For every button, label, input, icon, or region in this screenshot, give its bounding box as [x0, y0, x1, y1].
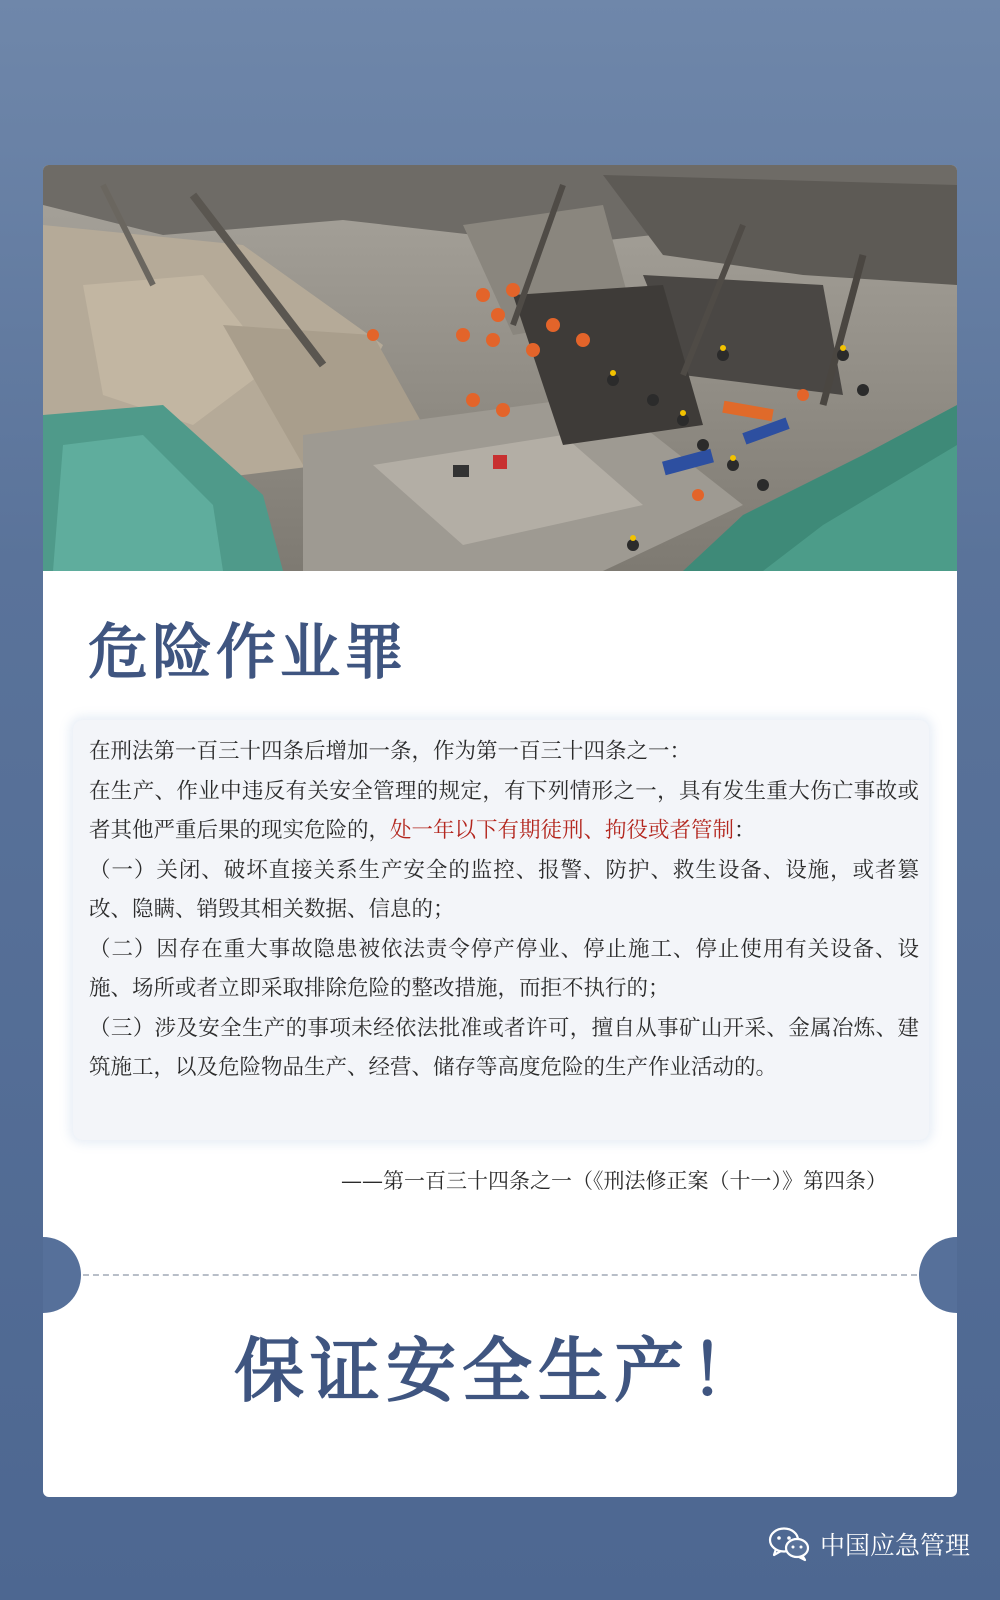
law-source-citation: ——第一百三十四条之一（《刑法修正案（十一）》第四条）	[341, 1169, 887, 1193]
law-text	[89, 732, 919, 1088]
law-intro: 在刑法第一百三十四条后增加一条，作为第一百三十四条之一：	[89, 739, 692, 764]
law-main-before: 在生产、作业中违反有关安全管理的规定，有下列情形之一，具有发生重大伤亡事故或者其他严重后果的现实危险的，	[89, 778, 919, 843]
content-card	[43, 165, 957, 1497]
law-main-after: ：	[734, 818, 756, 843]
rubble-illustration	[43, 165, 957, 571]
law-item-1: （一）关闭、破坏直接关系生产安全的监控、报警、防护、救生设备、设施，或者篡改、隐瞒、销毁其相关数据、信息的；	[89, 857, 919, 922]
ticket-notch-right	[919, 1237, 957, 1313]
law-main-paragraph	[89, 772, 919, 851]
law-item-3: （三）涉及安全生产的事项未经依法批准或者许可，擅自从事矿山开采、金属冶炼、建筑施工，以及危险物品生产、经营、储存等高度危险的生产作业活动的。	[89, 1015, 919, 1080]
collapse-rescue-photo	[43, 165, 957, 571]
law-text-box	[73, 720, 929, 1140]
wechat-icon	[768, 1526, 810, 1562]
law-item-2: （二）因存在重大事故隐患被依法责令停产停业、停止施工、停止使用有关设备、设施、场所或者立即采取排除危险的整改措施，而拒不执行的；	[89, 936, 919, 1001]
page-title: 危险作业罪	[88, 618, 408, 688]
account-watermark	[768, 1526, 970, 1562]
safety-slogan: 保证安全生产！	[234, 1329, 766, 1412]
dashed-divider	[83, 1274, 917, 1276]
account-name: 中国应急管理	[819, 1531, 970, 1560]
penalty-highlight: 处一年以下有期徒刑、拘役或者管制	[390, 818, 735, 843]
ticket-notch-left	[43, 1237, 81, 1313]
